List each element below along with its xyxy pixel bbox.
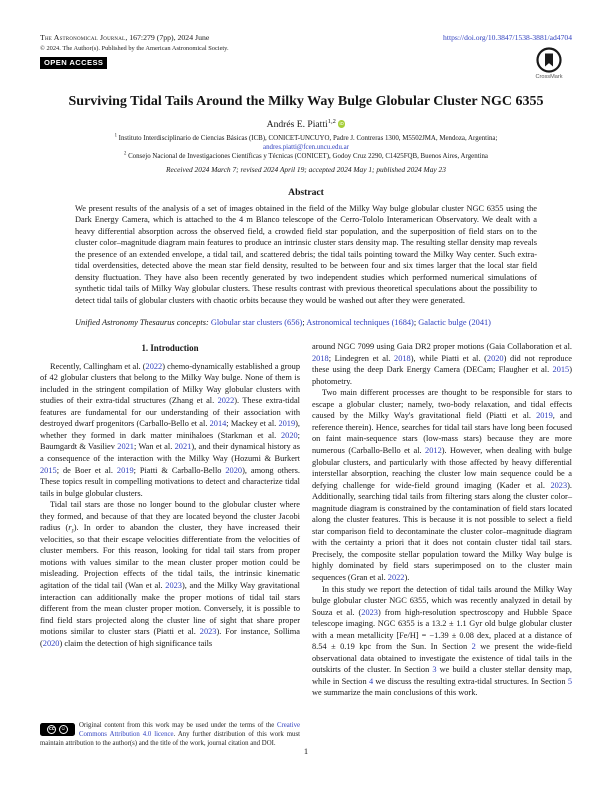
text-segment: we present the wide-field observational data obtained to investigate the existence of tidal tails in the outskirts of the cluster. In Section xyxy=(312,642,572,675)
text-segment: ), and their dynamical history as a consequence of the interaction with the Milky Way (Hozumi & Burkert xyxy=(40,442,300,463)
text-segment: ). In order to abandon the cluster, they have increased their velocities, so that their escape velocities differentiate from the velocities of cluster members. For this reason, looking for tidal tail stars from proper motions with values similar to the mean cluster proper motion could be misleading. Projection effects of the tidal tails, the intrinsic kinematic agitation of the tidal tail (Wan et al. xyxy=(40,523,300,591)
affiliations xyxy=(40,134,572,162)
dates-line: Received 2024 March 7; revised 2024 April 19; accepted 2024 May 1; published 2024 May 23 xyxy=(166,164,446,174)
text-segment: 1,2 xyxy=(327,117,336,125)
text-segment: ). xyxy=(404,573,410,583)
crossmark-logo[interactable] xyxy=(526,47,572,80)
author-name xyxy=(267,119,336,130)
text-segment: , 167:279 (7pp), 2024 June xyxy=(125,33,210,42)
text-segment: we discuss the resulting extra-tidal structures. In Section xyxy=(373,676,568,686)
intro-paragraph xyxy=(40,361,300,500)
text-segment: Original content from this work may be used under the terms of the xyxy=(79,722,277,730)
inline-link[interactable]: Astronomical techniques (1684) xyxy=(306,317,414,327)
inline-link[interactable]: 2020 xyxy=(42,638,60,648)
left-column xyxy=(40,341,300,749)
text-segment: ). For instance, Sollima ( xyxy=(40,627,300,648)
text-segment: ) claim the detection of high significance tails xyxy=(59,638,213,648)
inline-link[interactable]: Galactic bulge (2041) xyxy=(418,317,491,327)
inline-link[interactable]: Creative Commons Attribution 4.0 licence xyxy=(79,722,300,739)
author-line xyxy=(40,119,572,130)
intro-paragraph xyxy=(312,584,572,699)
inline-link[interactable]: 2020 xyxy=(280,430,298,440)
inline-link[interactable]: 2015 xyxy=(552,365,570,375)
inline-link[interactable]: 2012 xyxy=(425,446,442,455)
text-segment: we summarize the main conclusions of this work. xyxy=(312,688,478,698)
text-segment: 1 xyxy=(114,133,117,139)
abstract-text: We present results of the analysis of a set of images obtained in the field of the Milky Way bulge globular cluster NGC 6355 using the Dark Energy Camera, which is attached to the 4 m Blanco telescope of the Cerro-Tololo Interamerican Observatory. We dealt with a heavy differential absorption across the observed field, a crowded field star population, and the superposition of field stars on to the cluster color–magnitude diagram main features to produce an intrinsic cluster stars density map. The resulting stellar density map reveals the presence of an extended envelope, a tidal tail, and scattered debris; the tidal tails pointing toward the Milky Way center. Such extra-tidal overdensities, detected above the mean star field density, resulted to be between four and six times larger that the local star field density fluctuation. They have also been recently generated by two independent studies which performed numerical simulations of synthetic tidal tails of Milky Way globular clusters. These results contrast with previous theoretical speculations about the possibility to detect tidal tails of globular clusters with chaotic orbits because they would be washed out after they were generated. xyxy=(75,203,537,305)
text-segment: ; Mackey et al. xyxy=(226,419,279,429)
text-segment: ; xyxy=(413,317,419,327)
text-segment: ), among others. These topics result in compelling motivations to detect and characterize tidal tails in bulge globular clusters. xyxy=(40,465,300,498)
cc-icon: cc xyxy=(48,726,55,733)
text-segment: we build a cluster stellar density map, while in Section xyxy=(312,665,572,686)
inline-link[interactable]: 2021 xyxy=(117,442,134,452)
inline-link[interactable]: 2019 xyxy=(536,411,553,421)
text-segment: 2 xyxy=(124,151,127,157)
inline-link[interactable]: 2019 xyxy=(116,465,134,475)
text-segment: Consejo Nacional de Investigaciones Científicas y Técnicas (CONICET), Godoy Cruz 2290, C1425FQB, Buenos Aires, Argentina xyxy=(126,152,488,160)
header-left xyxy=(40,33,229,69)
right-column xyxy=(312,341,572,749)
text-segment: r xyxy=(68,523,72,533)
inline-link[interactable]: Globular star clusters (656) xyxy=(210,317,303,327)
text-segment: ). Additionally, searching tidal tails from filtering stars along the cluster color–magnitude diagram is constrained by the contamination of field stars located along the cluster features. This is because it is not possible to select a field star comparison field to decontaminate the cluster color–magnitude diagram with the certainty a priori that it does not contain cluster tidal tail stars. Precisely, the composite stellar population toward the Milky Way bulge is highly dominated by field stars superimposed on to the cluster main sequences (Gran et al. xyxy=(312,480,572,583)
text-segment: ). However, when dealing with bulge globular clusters, and particularly with those affected by heavy differential interstellar absorption, reaching the cluster low main sequence could be a defying challenge for wide-field ground imaging (Kader et al. xyxy=(312,446,572,490)
text-segment: around NGC 7099 using Gaia DR2 proper motions (Gaia Collaboration et al. xyxy=(312,342,572,352)
inline-link[interactable]: 3 xyxy=(432,665,437,675)
thesaurus-concepts xyxy=(75,317,537,329)
text-segment: ) did not reproduce these using the deep Dark Energy Camera (DECam; Flaugher et al. xyxy=(312,353,572,375)
body-columns xyxy=(40,341,572,749)
doi-link[interactable]: https://doi.org/10.3847/1538-3881/ad4704 xyxy=(443,33,572,42)
text-segment: Two main different processes are thought to be responsible for stars to escape a globular cluster; namely, two-body relaxation, and tidal effects caused by the Milky Way's gravitational field (Piatti et al. xyxy=(312,388,572,421)
inline-link[interactable]: 2023 xyxy=(199,627,217,637)
text-segment: ; Piatti & Carballo-Bello xyxy=(133,465,226,475)
text-segment: Unified Astronomy Thesaurus concepts: xyxy=(75,317,211,327)
text-segment: Recently, Callingham et al. ( xyxy=(50,361,146,371)
inline-link[interactable]: 2023 xyxy=(550,480,568,490)
inline-link[interactable]: 2022 xyxy=(387,573,405,583)
text-segment: The Astronomical Journal xyxy=(40,33,126,42)
text-segment: In this study we report the detection of tidal tails around the Milky Way bulge globular cluster NGC 6355, which was recently analyzed in detail by Souza et al. ( xyxy=(312,584,572,617)
journal-citation xyxy=(40,33,229,43)
text-segment: ), and the Milky Way gravitational interaction can additionally make the proper motions of tidal tail stars different from the mean cluster proper motion. Conversely, it is possible to find field stars projected along the cluster line of sight that share proper motions similar to cluster stars (Piatti et al. xyxy=(40,581,300,637)
inline-link[interactable]: 2019 xyxy=(278,419,296,429)
intro-paragraph xyxy=(312,341,572,387)
affiliation-1 xyxy=(40,134,572,143)
text-segment: J xyxy=(71,528,74,535)
inline-link[interactable]: 2 xyxy=(471,642,476,652)
inline-link[interactable]: 2022 xyxy=(217,396,235,406)
text-segment: ) from high-resolution spectroscopy and Hubble Space telescope imaging. NGC 6355 is a 13.2 ± 1.1 Gyr old bulge globular cluster with a mean metallicity [Fe/H] = −1.39 ± 0.08 dex, placed at a distance of 8.54 ± 0.19 kpc from the Sun. In Section xyxy=(312,607,572,652)
page-title: Surviving Tidal Tails Around the Milky Way Bulge Globular Cluster NGC 6355 xyxy=(68,94,544,109)
copyright-line: © 2024. The Author(s). Published by the American Astronomical Society. xyxy=(40,44,229,52)
inline-link[interactable]: 4 xyxy=(368,676,374,686)
inline-link[interactable]: 2018 xyxy=(394,353,411,363)
text-segment: ; Lindegren et al. xyxy=(328,353,395,363)
intro-paragraph xyxy=(312,387,572,583)
page-header xyxy=(40,33,572,80)
text-segment: ) photometry. xyxy=(312,365,572,386)
footnote-text xyxy=(40,722,300,747)
affiliation-2 xyxy=(40,152,572,161)
intro-paragraph xyxy=(40,499,300,649)
abstract-heading: Abstract xyxy=(288,186,324,198)
inline-link[interactable]: 2023 xyxy=(361,607,378,617)
text-segment: Tidal tail stars are those no longer bound to the globular cluster where they formed, and because of that they are located beyond the cluster Jacobi radius ( xyxy=(40,500,300,533)
text-segment: Andrés E. Piatti xyxy=(266,119,328,130)
text-segment: ) chemo-dynamically established a group of 42 globular clusters that belong to the Milky Way bulge. None of them is included in the stringent compilation of Milky Way globular clusters with studies of their extra-tidal structures (Zhang et al. xyxy=(40,361,300,406)
inline-link[interactable]: 2020 xyxy=(486,353,504,363)
text-segment: ; xyxy=(302,317,307,327)
inline-link[interactable]: 2018 xyxy=(312,353,329,363)
cc-by-person-icon: ☺ xyxy=(60,726,66,733)
inline-link[interactable]: 2014 xyxy=(209,419,227,429)
inline-link[interactable]: 2015 xyxy=(40,465,57,475)
inline-link[interactable]: 2023 xyxy=(165,581,182,591)
text-segment: ). These extra-tidal features are fundamental for our understanding of their association with destroyed dwarf progenitors (Carballo-Bello et al. xyxy=(40,396,300,429)
text-segment: . Any further distribution of this work must maintain attribution to the author(s) and the title of the work, journal citation and DOI. xyxy=(40,731,300,748)
header-right xyxy=(443,33,572,80)
section-heading-introduction: 1. Introduction xyxy=(141,343,199,354)
text-segment: , and reference therein). Hence, searches for tidal tail stars have long been focused on faint main-sequence stars (low-mass stars) because they are more numerous (Carballo-Bello et al. xyxy=(312,411,572,455)
inline-link[interactable]: 2022 xyxy=(145,361,163,371)
author-email-link[interactable]: andres.piatti@fcen.uncu.edu.ar xyxy=(263,143,349,151)
orcid-icon[interactable]: iD xyxy=(339,121,344,126)
cc-by-icon xyxy=(40,723,75,736)
inline-link[interactable]: 2021 xyxy=(174,442,192,452)
text-segment: ), whether they formed in dark matter minihaloes (Starkman et al. xyxy=(40,419,300,440)
text-segment: ; Wan et al. xyxy=(133,442,175,452)
inline-link[interactable]: 5 xyxy=(567,676,572,686)
text-segment: ; Baumgardt & Vasiliev xyxy=(40,430,300,452)
open-access-badge: OPEN ACCESS xyxy=(40,57,107,69)
crossmark-label: CrossMark xyxy=(535,74,563,80)
text-segment: Instituto Interdisciplinario de Ciencias Básicas (ICB), CONICET-UNCUYO, Padre J. Contreras 1300, M5502JMA, Mendoza, Argentina; xyxy=(116,134,498,142)
text-segment: ; de Boer et al. xyxy=(56,465,117,475)
text-segment: ), while Piatti et al. ( xyxy=(410,353,487,363)
crossmark-icon xyxy=(526,47,572,73)
page-number: 1 xyxy=(303,746,309,756)
inline-link[interactable]: 2020 xyxy=(225,465,243,475)
